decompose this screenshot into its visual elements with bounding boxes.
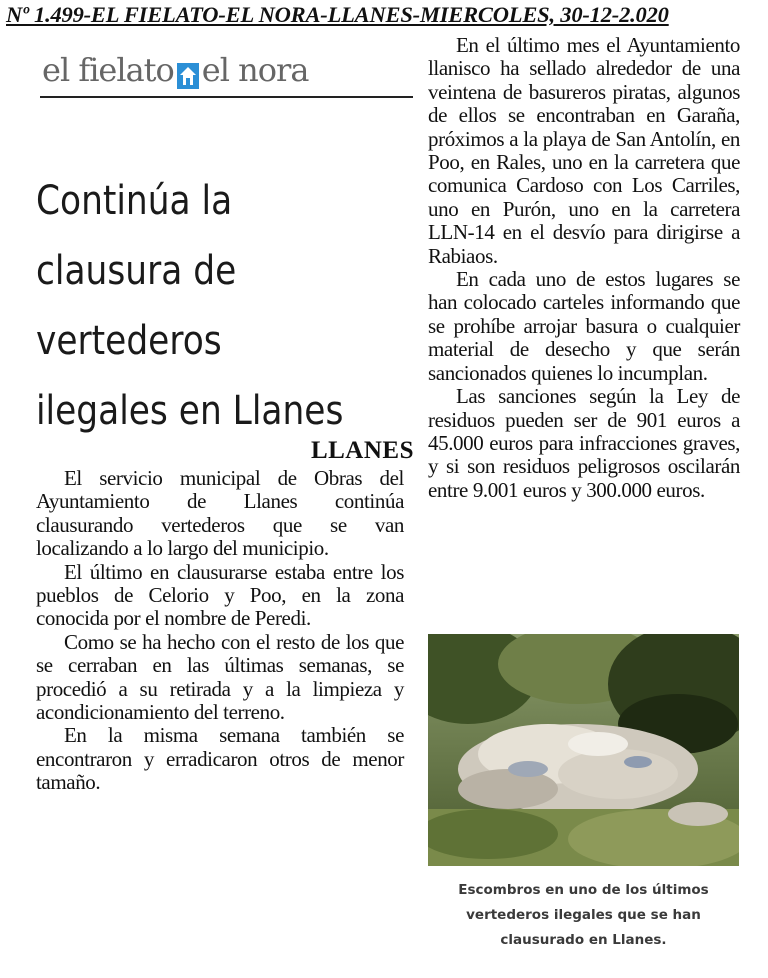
article-paragraph: En la misma semana también se encontraron y erradicaron otros de menor tamaño.	[36, 723, 404, 795]
headline-line: clausura de	[36, 248, 237, 294]
caption-line: Escombros en uno de los últimos	[458, 882, 709, 898]
masthead-right-word: el nora	[201, 51, 309, 89]
article-photo	[428, 634, 739, 866]
article-paragraph: El último en clausurarse estaba entre los pueblos de Celorio y Poo, en la zona conocida por el nombre de Peredi.	[36, 559, 404, 631]
edition-header: Nº 1.499-EL FIELATO-EL NORA-LLANES-MIERCOLES, 30-12-2.020	[6, 2, 669, 27]
masthead-rule	[40, 96, 413, 98]
caption-line: clausurado en Llanes.	[500, 932, 667, 948]
headline-line: ilegales en Llanes	[36, 388, 344, 434]
article-paragraph: En el último mes el Ayuntamiento llanisco ha sellado alrededor de una veintena de basureros piratas, algunos de ellos se encontraban en Garaña, próximos a la playa de San Antolín, en Poo, en Rales, uno en la carretera que comunica Cardoso con Los Carriles, uno en Purón, uno en la carretera LLN-14 en el desvío para dirigirse a Rabiaos.	[428, 33, 740, 268]
rubble-photo-illustration	[428, 634, 739, 866]
caption-line: vertederos ilegales que se han	[466, 907, 701, 923]
house-icon	[177, 59, 199, 85]
headline-line: Continúa la	[36, 178, 233, 224]
article-paragraph: Como se ha hecho con el resto de los que se cerraban en las últimas semanas, se procedió a su retirada y a la limpieza y acondicionamiento del terreno.	[36, 629, 404, 725]
article-paragraph: El servicio municipal de Obras del Ayuntamiento de Llanes continúa clausurando vertederos que se van localizando a lo largo del municipio.	[36, 466, 404, 561]
article-headline	[36, 166, 359, 446]
article-column-right	[428, 34, 740, 502]
headline-line: vertederos	[36, 318, 222, 364]
masthead-logo	[42, 48, 308, 92]
article-column-left	[36, 467, 404, 795]
photo-caption	[428, 878, 739, 953]
masthead-left-word: el fielato	[42, 51, 174, 89]
article-paragraph: Las sanciones según la Ley de residuos pueden ser de 901 euros a 45.000 euros para infracciones graves, y si son residuos peligrosos oscilarán entre 9.001 euros y 300.000 euros.	[428, 384, 740, 502]
article-paragraph: En cada uno de estos lugares se han colocado carteles informando que se prohíbe arrojar basura o cualquier material de desecho y que serán sancionados quienes lo incumplan.	[428, 267, 740, 385]
article-byline: LLANES	[310, 437, 414, 464]
